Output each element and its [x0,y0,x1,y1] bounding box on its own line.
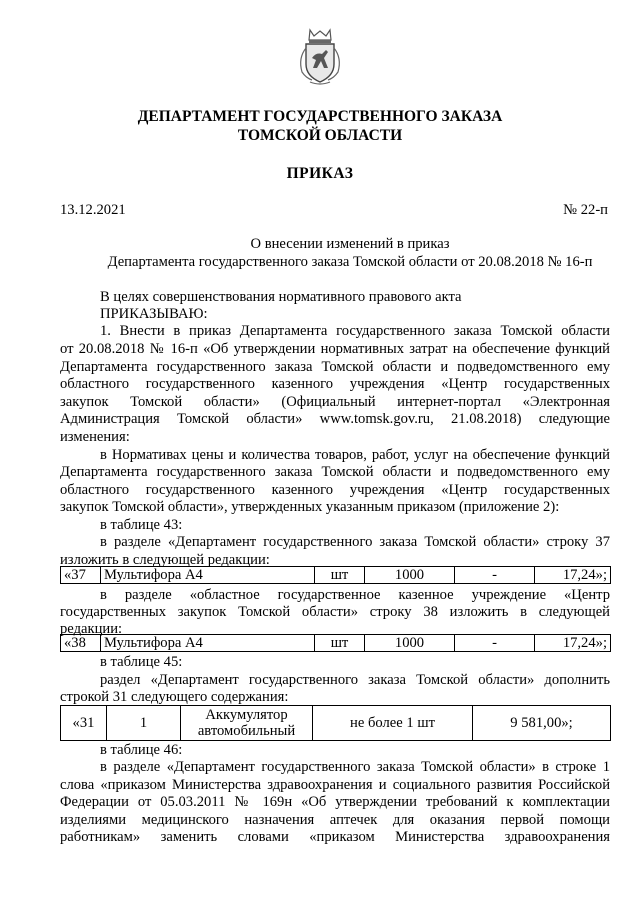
paragraph-table-43: в таблице 43: [100,517,183,533]
row-number-cell: «38 [61,635,101,652]
paragraph-line: государственных закупок Томской области» строку 38 изложить в следующей [60,604,610,620]
table-row-38 [60,634,611,652]
table-row [61,635,611,652]
order-date: 13.12.2021 [60,202,126,218]
item-index-cell: 1 [107,706,181,741]
paragraph-line: редакции: [60,621,123,637]
item-name-line-1: Аккумулятор [205,707,288,723]
paragraph-line: изделиями медицинского назначения аптечек для оказания первой помощи [60,812,610,828]
price-cell: 17,24»; [535,635,611,652]
paragraph-line: строкой 31 следующего содержания: [60,689,289,705]
order-number: № 22-п [563,202,608,218]
paragraph-line: раздел «Департамент государственного заказа Томской области» дополнить [100,672,610,688]
paragraph-line: в разделе «Департамент государственного заказа Томской области» в строке 1 [100,759,610,775]
paragraph-line: работникам» заменить словами «приказом Министерства здравоохранения [60,829,610,845]
order-title: ПРИКАЗ [286,165,354,182]
table-row [61,706,611,741]
paragraph-line: областного государственного казенного учреждения «Центр государственных [60,376,610,392]
paragraph-line: Департамента государственного заказа Томской области и подведомственного ему [60,464,610,480]
paragraph-line: Федерации от 05.03.2011 № 169н «Об утверждении требований к комплектации [60,794,610,810]
unit-cell: шт [315,635,365,652]
paragraph-line: изменения: [60,429,130,445]
paragraph-line: областного государственного казенного учреждения «Центр государственных [60,482,610,498]
paragraph-line: от 20.08.2018 № 16-п «Об утверждении нормативных затрат на обеспечение функций [60,341,610,357]
row-number-cell: «31 [61,706,107,741]
unit-cell: шт [315,567,365,584]
paragraph-line: Администрация Томской области» www.tomsk.gov.ru, 21.08.2018) следующие [60,411,610,427]
tomsk-coat-of-arms-icon [296,28,344,86]
quantity-cell: 1000 [365,567,455,584]
paragraph-line: в разделе «областное государственное казенное учреждение «Центр [100,587,610,603]
table-row [61,567,611,584]
paragraph-line: закупок Томской области», утвержденных указанным приказом (приложение 2): [60,499,560,515]
item-name-cell [181,706,313,741]
table-row-37 [60,566,611,584]
dash-cell: - [455,635,535,652]
department-name-line-1: ДЕПАРТАМЕНТ ГОСУДАРСТВЕННОГО ЗАКАЗА [137,108,503,125]
dash-cell: - [455,567,535,584]
item-name-cell: Мультифора А4 [101,567,315,584]
quantity-cell: 1000 [365,635,455,652]
quantity-cell: не более 1 шт [313,706,473,741]
price-cell: 9 581,00»; [473,706,611,741]
paragraph-line: Департамента государственного заказа Томской области и подведомственного ему [60,359,610,375]
paragraph-table-45: в таблице 45: [100,654,183,670]
paragraph-purpose: В целях совершенствования нормативного правового акта [100,289,462,305]
price-cell: 17,24»; [535,567,611,584]
department-name-line-2: ТОМСКОЙ ОБЛАСТИ [237,127,403,144]
paragraph-table-46: в таблице 46: [100,742,183,758]
paragraph-line: в Нормативах цены и количества товаров, работ, услуг на обеспечение функций [100,447,610,463]
table-row-31 [60,705,611,741]
subject-line-1: О внесении изменений в приказ [250,236,450,252]
paragraph-line: 1. Внести в приказ Департамента государственного заказа Томской области [100,323,610,339]
paragraph-line: слова «приказом Министерства здравоохранения и социального развития Российской [60,777,610,793]
paragraph-line: в разделе «Департамент государственного заказа Томской области» строку 37 [100,534,610,550]
item-name-cell: Мультифора А4 [101,635,315,652]
paragraph-line: закупок Томской области» (Официальный интернет-портал «Электронная [60,394,610,410]
item-name-line-2: автомобильный [197,723,296,739]
paragraph-line: изложить в следующей редакции: [60,552,270,568]
paragraph-order-word: ПРИКАЗЫВАЮ: [100,306,208,322]
row-number-cell: «37 [61,567,101,584]
subject-line-2: Департамента государственного заказа Томской области от 20.08.2018 № 16-п [107,254,593,270]
